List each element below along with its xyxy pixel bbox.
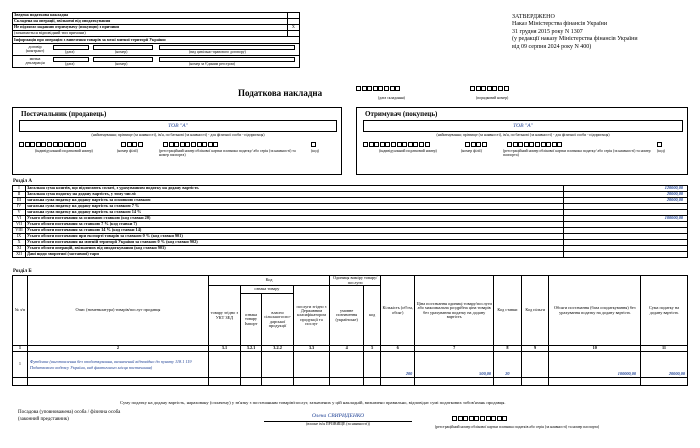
section-a-table (12, 185, 688, 258)
col-name-header: Опис (номенклатура) товарів/послуг продавця (27, 276, 208, 346)
buyer-tax-id-hint: (індивідуальний податковий номер) (379, 149, 437, 153)
section-a-row-num: VI (13, 216, 26, 222)
date-hint: (дата складання) (378, 96, 405, 100)
reason-hint: (зазначається відповідний тип причини) (13, 31, 288, 37)
consolidated-label: Зведена податкова накладна (13, 13, 288, 19)
section-a-row-text: загальна сума податку на додану вартість за основною ставкою (26, 198, 564, 204)
col-vat-header: Сума податку на додану вартість (641, 276, 688, 346)
col-unit-name-header: умовне позначення (українське) (330, 286, 364, 346)
seller-branch-hint: (номер філії) (117, 149, 138, 153)
col-unit-code-header: код (364, 286, 381, 346)
section-a-row-num: IV (13, 204, 26, 210)
column-number: 8 (494, 346, 522, 352)
signer-label: Посадова (уповноважена) особа / фізична особа (18, 410, 121, 415)
section-a-row-text: загальна сума податку на додану вартість за ставкою 14 % (26, 210, 564, 216)
row-agri[interactable] (262, 352, 294, 378)
approval-line-1: Наказ Міністерства фінансів України (512, 21, 608, 28)
not-given-mark[interactable]: Х (287, 25, 299, 31)
not-given-label: Не підлягає наданню отримувачу (покупцю) з причини (13, 25, 288, 31)
signer-taxpayer-hint: (реєстраційний номер облікової картки платника податків або серія (за наявності) та номер паспорта) (434, 425, 600, 429)
section-a-row-num: VII (13, 222, 26, 228)
buyer-panel (356, 107, 688, 175)
contract-number-hint: (номер) (115, 50, 128, 54)
contract-date-hint: (дата) (65, 50, 75, 54)
row-name[interactable]: Футболка (виготовлення без оподаткування, визначений відповідно до пункту 118.1 119 Податкового кодексу України, вид фактичного місця постачання) (27, 352, 208, 378)
customs-label: митна декларація (25, 56, 45, 66)
column-number: 1 (13, 346, 28, 352)
seller-name-field[interactable] (19, 120, 337, 132)
section-a-row-num: I (13, 186, 26, 192)
column-number: 7 (415, 346, 494, 352)
col-uktzed-header: товару згідно з УКТ ЗЕД (208, 286, 240, 346)
approval-line-2: 31 грудня 2015 року N 1307 (512, 28, 583, 35)
column-number: 4 (330, 346, 364, 352)
section-a-row-text: загальна сума податку на додану вартість за ставкою 7 % (26, 204, 564, 210)
col-unit-header: Одиниця виміру товару/послуги (330, 276, 381, 286)
col-qty-header: Кількість (об'єм, обсяг) (381, 276, 415, 346)
section-a-title: Розділ А (13, 179, 32, 184)
col-agri-header: власно сільськогоспо-дарської продукції (262, 294, 294, 346)
column-number: 6 (381, 346, 415, 352)
buyer-code-cells[interactable] (657, 142, 663, 147)
row-uktzed[interactable] (208, 352, 240, 378)
buyer-tax-id-cells[interactable] (363, 142, 430, 147)
customs-reg-hint: (номер за Єдиним реєстром) (189, 62, 236, 66)
section-a-row-value[interactable]: 120000,00 (564, 186, 688, 192)
column-number: 5 (364, 346, 381, 352)
signer-hint: (власне ім'я ПРІЗВИЩЕ (за наявності)) (306, 422, 370, 426)
section-a-row-num: IX (13, 234, 26, 240)
top-left-header-table (12, 12, 300, 68)
section-a-row-value[interactable]: 100000,00 (564, 216, 688, 222)
section-a-row-text: Усього обсяги постачання при експорті товарів за ставкою 0 % (код ставки 901) (26, 234, 564, 240)
row-import[interactable] (240, 352, 261, 378)
signer-name[interactable]: Олена СВИРИДЕНКО (311, 413, 365, 419)
section-a-row-value[interactable]: 20000,00 (564, 192, 688, 198)
column-number: 11 (641, 346, 688, 352)
customs-row (13, 56, 300, 68)
buyer-name-field[interactable] (363, 120, 683, 132)
document-title: Податкова накладна (238, 88, 323, 98)
col-import-header: ознака товару Імпорт (240, 294, 261, 346)
seller-taxpayer-hint: (реєстраційний номер облікової картки платника податку/ або серія (за наявності) та номер паспорта) (159, 149, 296, 157)
buyer-taxpayer-cells[interactable] (507, 142, 563, 147)
table-row (13, 352, 688, 378)
section-b-title: Розділ Б (13, 269, 32, 274)
buyer-code-hint: (код) (657, 149, 665, 153)
column-number: 3.2.1 (240, 346, 261, 352)
col-volume-header: Обсяги постачання (база оподаткування) без урахування податку на додану вартість (549, 276, 641, 346)
seller-title: Постачальник (продавець) (21, 110, 107, 118)
column-number: 3.3 (293, 346, 329, 352)
col-price-header: Ціна постачання одиниці товару/послуги або максимальна роздрібна ціна товарів без урахування податку на додану вартість (415, 276, 494, 346)
section-a-row-num: V (13, 210, 26, 216)
row-qty[interactable]: 200 (381, 352, 415, 378)
section-a-row-num: XII (13, 252, 26, 258)
section-a-row-num: II (13, 192, 26, 198)
buyer-branch-cells[interactable] (465, 142, 487, 147)
seller-taxpayer-cells[interactable] (163, 142, 219, 147)
col-benefit-header: Код пільги (521, 276, 549, 346)
seller-code-cells[interactable] (311, 142, 317, 147)
section-a-row (13, 252, 688, 258)
section-a-row-text: Загальна сума коштів, що підлягають сплаті, з урахуванням податку на додану вартість (26, 186, 564, 192)
column-number: 3.1 (208, 346, 240, 352)
row-rate[interactable]: 20 (494, 352, 522, 378)
empty-row (13, 378, 688, 386)
row-vat[interactable]: 20000,00 (641, 352, 688, 378)
number-cells[interactable] (470, 86, 509, 91)
customs-date-hint: (дата) (65, 62, 75, 66)
contract-type-hint: (вид цивільно-правового договору) (189, 50, 246, 54)
section-a-row-value[interactable] (564, 252, 688, 258)
column-number: 10 (549, 346, 641, 352)
section-a-row-value[interactable]: 20000,00 (564, 198, 688, 204)
col-service-header: послуги згідно з Державним класифікатором продукції та послуг (293, 286, 329, 346)
col-num-header: № з/п (13, 276, 28, 346)
row-price[interactable]: 500,00 (415, 352, 494, 378)
signer-taxpayer-cells[interactable] (452, 416, 508, 421)
section-a-row-num: III (13, 198, 26, 204)
approval-block (512, 14, 638, 51)
approval-line-3: (у редакції наказу Міністерства фінансів України (512, 36, 638, 43)
seller-tax-id-hint: (індивідуальний податковий номер) (35, 149, 93, 153)
column-number: 2 (27, 346, 208, 352)
section-a-row-num: VIII (13, 228, 26, 234)
seller-name: ТОВ "А" (168, 123, 188, 129)
contract-row (13, 44, 300, 56)
row-num: 1 (13, 352, 28, 378)
column-number: 3.2.2 (262, 346, 294, 352)
customs-number-hint: (номер) (115, 62, 128, 66)
buyer-name: ТОВ "А" (513, 123, 533, 129)
row-benefit[interactable] (521, 352, 549, 378)
col-sign-header: ознака товару (240, 286, 293, 294)
section-a-row-num: X (13, 240, 26, 246)
seller-name-hint: (найменування; прізвище (за наявності), ім'я, по батькові (за наявності) - для фізичної особи - підприємця) (91, 133, 265, 137)
export-info-label: Інформація про операцію з вивезення товарів за межі митної території України: (13, 37, 300, 44)
row-service[interactable] (293, 352, 329, 378)
col-code-header: Код (208, 276, 329, 286)
seller-tax-id-cells[interactable] (19, 142, 86, 147)
row-unit-name[interactable] (330, 352, 364, 378)
section-a-row-text: Усього обсяги операцій, звільнених від оподаткування (код ставки 903) (26, 246, 564, 252)
seller-branch-cells[interactable] (121, 142, 143, 147)
row-unit-code[interactable] (364, 352, 381, 378)
seller-code-hint: (код) (311, 149, 319, 153)
section-a-row-text: Усього обсяги постачання за ставкою 7 % (код ставки 7) (26, 222, 564, 228)
approval-title: ЗАТВЕРДЖЕНО (512, 14, 555, 20)
date-cells[interactable] (356, 86, 401, 91)
number-hint: (порядковий номер) (476, 96, 509, 100)
buyer-name-hint: (найменування; прізвище (за наявності), ім'я, по батькові (за наявності) - для фізичної особи - підприємця) (436, 133, 610, 137)
footer-statement: Суму податку на додану вартість, нараховану (сплачену) у зв'язку з постачанням товарів/послуг, зазначених у цій накладній, визначено правильно, відповідає сумі податкових зобов'язань продавця. (120, 400, 506, 405)
section-a-row-text: Загальна сума податку на додану вартість, у тому числі: (26, 192, 564, 198)
section-a-row-text: Дані щодо зворотної (заставної) тари (26, 252, 564, 258)
section-a-row-text: Усього обсяги постачання на митній території України за ставкою 0 % (код ставки 902) (26, 240, 564, 246)
section-b-table (12, 275, 688, 386)
section-a-row-text: Усього обсяги постачання за основною ставкою (код ставки 20) (26, 216, 564, 222)
section-a-row-text: Усього обсяги постачання за ставкою 14 % (код ставки 14) (26, 228, 564, 234)
approval-line-4: від 09 серпня 2024 року N 400) (512, 43, 592, 50)
column-number: 9 (521, 346, 549, 352)
seller-panel (12, 107, 342, 175)
signer-label-2: (законний представник) (18, 417, 69, 422)
row-volume[interactable]: 100000,00 (549, 352, 641, 378)
contract-label: договір (контракт) (25, 44, 45, 54)
buyer-branch-hint: (номер філії) (461, 149, 482, 153)
col-rate-header: Код ставки (494, 276, 522, 346)
buyer-taxpayer-hint: (реєстраційний номер облікової картки платника податку/ або серія (за наявності) та номер паспорта) (503, 149, 651, 157)
section-a-row-num: XI (13, 246, 26, 252)
exempt-label: Складена на операції, звільнені від оподаткування (13, 19, 288, 25)
buyer-title: Отримувач (покупець) (365, 110, 438, 118)
